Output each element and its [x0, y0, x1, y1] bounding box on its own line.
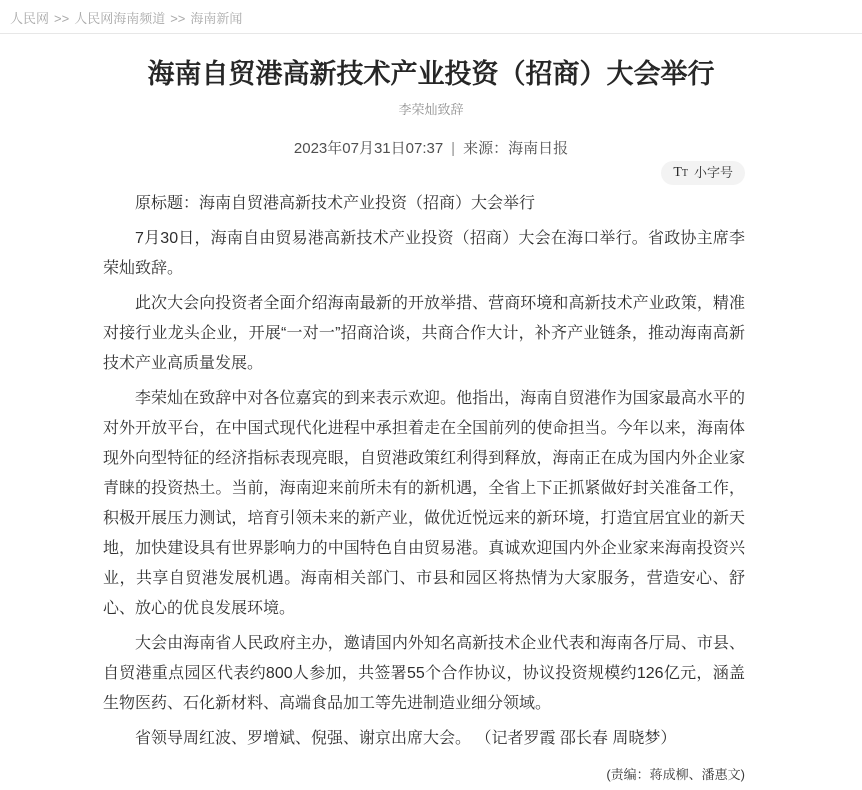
meta-separator: | [451, 140, 456, 157]
original-title-line: 原标题：海南自贸港高新技术产业投资（招商）大会举行 [135, 195, 536, 212]
article-body [103, 189, 745, 790]
article-paragraph: 省领导周红波、罗增斌、倪强、谢京出席大会。 （记者罗霞 邵长春 周晓梦） [135, 730, 677, 747]
article-paragraph: 大会由海南省人民政府主办，邀请国内外知名高新技术企业代表和海南各厅局、市县、自贸港重点园区代表约800人参加，共签署55个合作协议，协议投资规模约126亿元，涵盖生物医药、石化新材料、高端食品加工等先进制造业细分领域。 [103, 635, 745, 712]
article-paragraph: 7月30日，海南自由贸易港高新技术产业投资（招商）大会在海口举行。省政协主席李荣灿致辞。 [103, 230, 745, 277]
font-size-label: 小字号 [693, 165, 733, 180]
article-subtitle: 李荣灿致辞 [398, 102, 464, 117]
breadcrumb [0, 0, 862, 33]
editor-note: (责编：蒋成柳、潘惠文) [606, 767, 745, 782]
breadcrumb-separator: >> [170, 11, 186, 26]
font-size-button[interactable] [661, 161, 745, 185]
article-paragraph: 此次大会向投资者全面介绍海南最新的开放举措、营商环境和高新技术产业政策，精准对接行业龙头企业，开展“一对一”招商洽谈，共商合作大计，补齐产业链条，推动海南高新技术产业高质量发展。 [103, 295, 745, 372]
font-size-icon: TT [673, 165, 688, 180]
breadcrumb-link-peoples-daily[interactable]: 人民网 [10, 11, 50, 26]
breadcrumb-separator: >> [54, 11, 70, 26]
article-source: 来源：海南日报 [463, 140, 569, 157]
article-meta [0, 139, 862, 159]
article-header [0, 55, 862, 159]
breadcrumb-link-hainan-news[interactable]: 海南新闻 [190, 11, 243, 26]
page-title: 海南自贸港高新技术产业投资（招商）大会举行 [147, 59, 715, 89]
header-divider [0, 33, 862, 34]
article-toolbar [0, 161, 862, 185]
breadcrumb-link-hainan-channel[interactable]: 人民网海南频道 [74, 11, 166, 26]
article-paragraph: 李荣灿在致辞中对各位嘉宾的到来表示欢迎。他指出，海南自贸港作为国家最高水平的对外开放平台，在中国式现代化进程中承担着走在全国前列的使命担当。今年以来，海南体现外向型特征的经济指标表现亮眼，自贸港政策红利得到释放，海南正在成为国内外企业家青睐的投资热土。当前，海南迎来前所未有的新机遇，全省上下正抓紧做好封关准备工作，积极开展压力测试，培育引领未来的新产业，做优近悦远来的新环境，打造宜居宜业的新天地，加快建设具有世界影响力的中国特色自由贸易港。真诚欢迎国内外企业家来海南投资兴业，共享自贸港发展机遇。海南相关部门、市县和园区将热情为大家服务，营造安心、舒心、放心的优良发展环境。 [103, 390, 745, 617]
publish-date: 2023年07月31日07:37 [293, 140, 444, 157]
